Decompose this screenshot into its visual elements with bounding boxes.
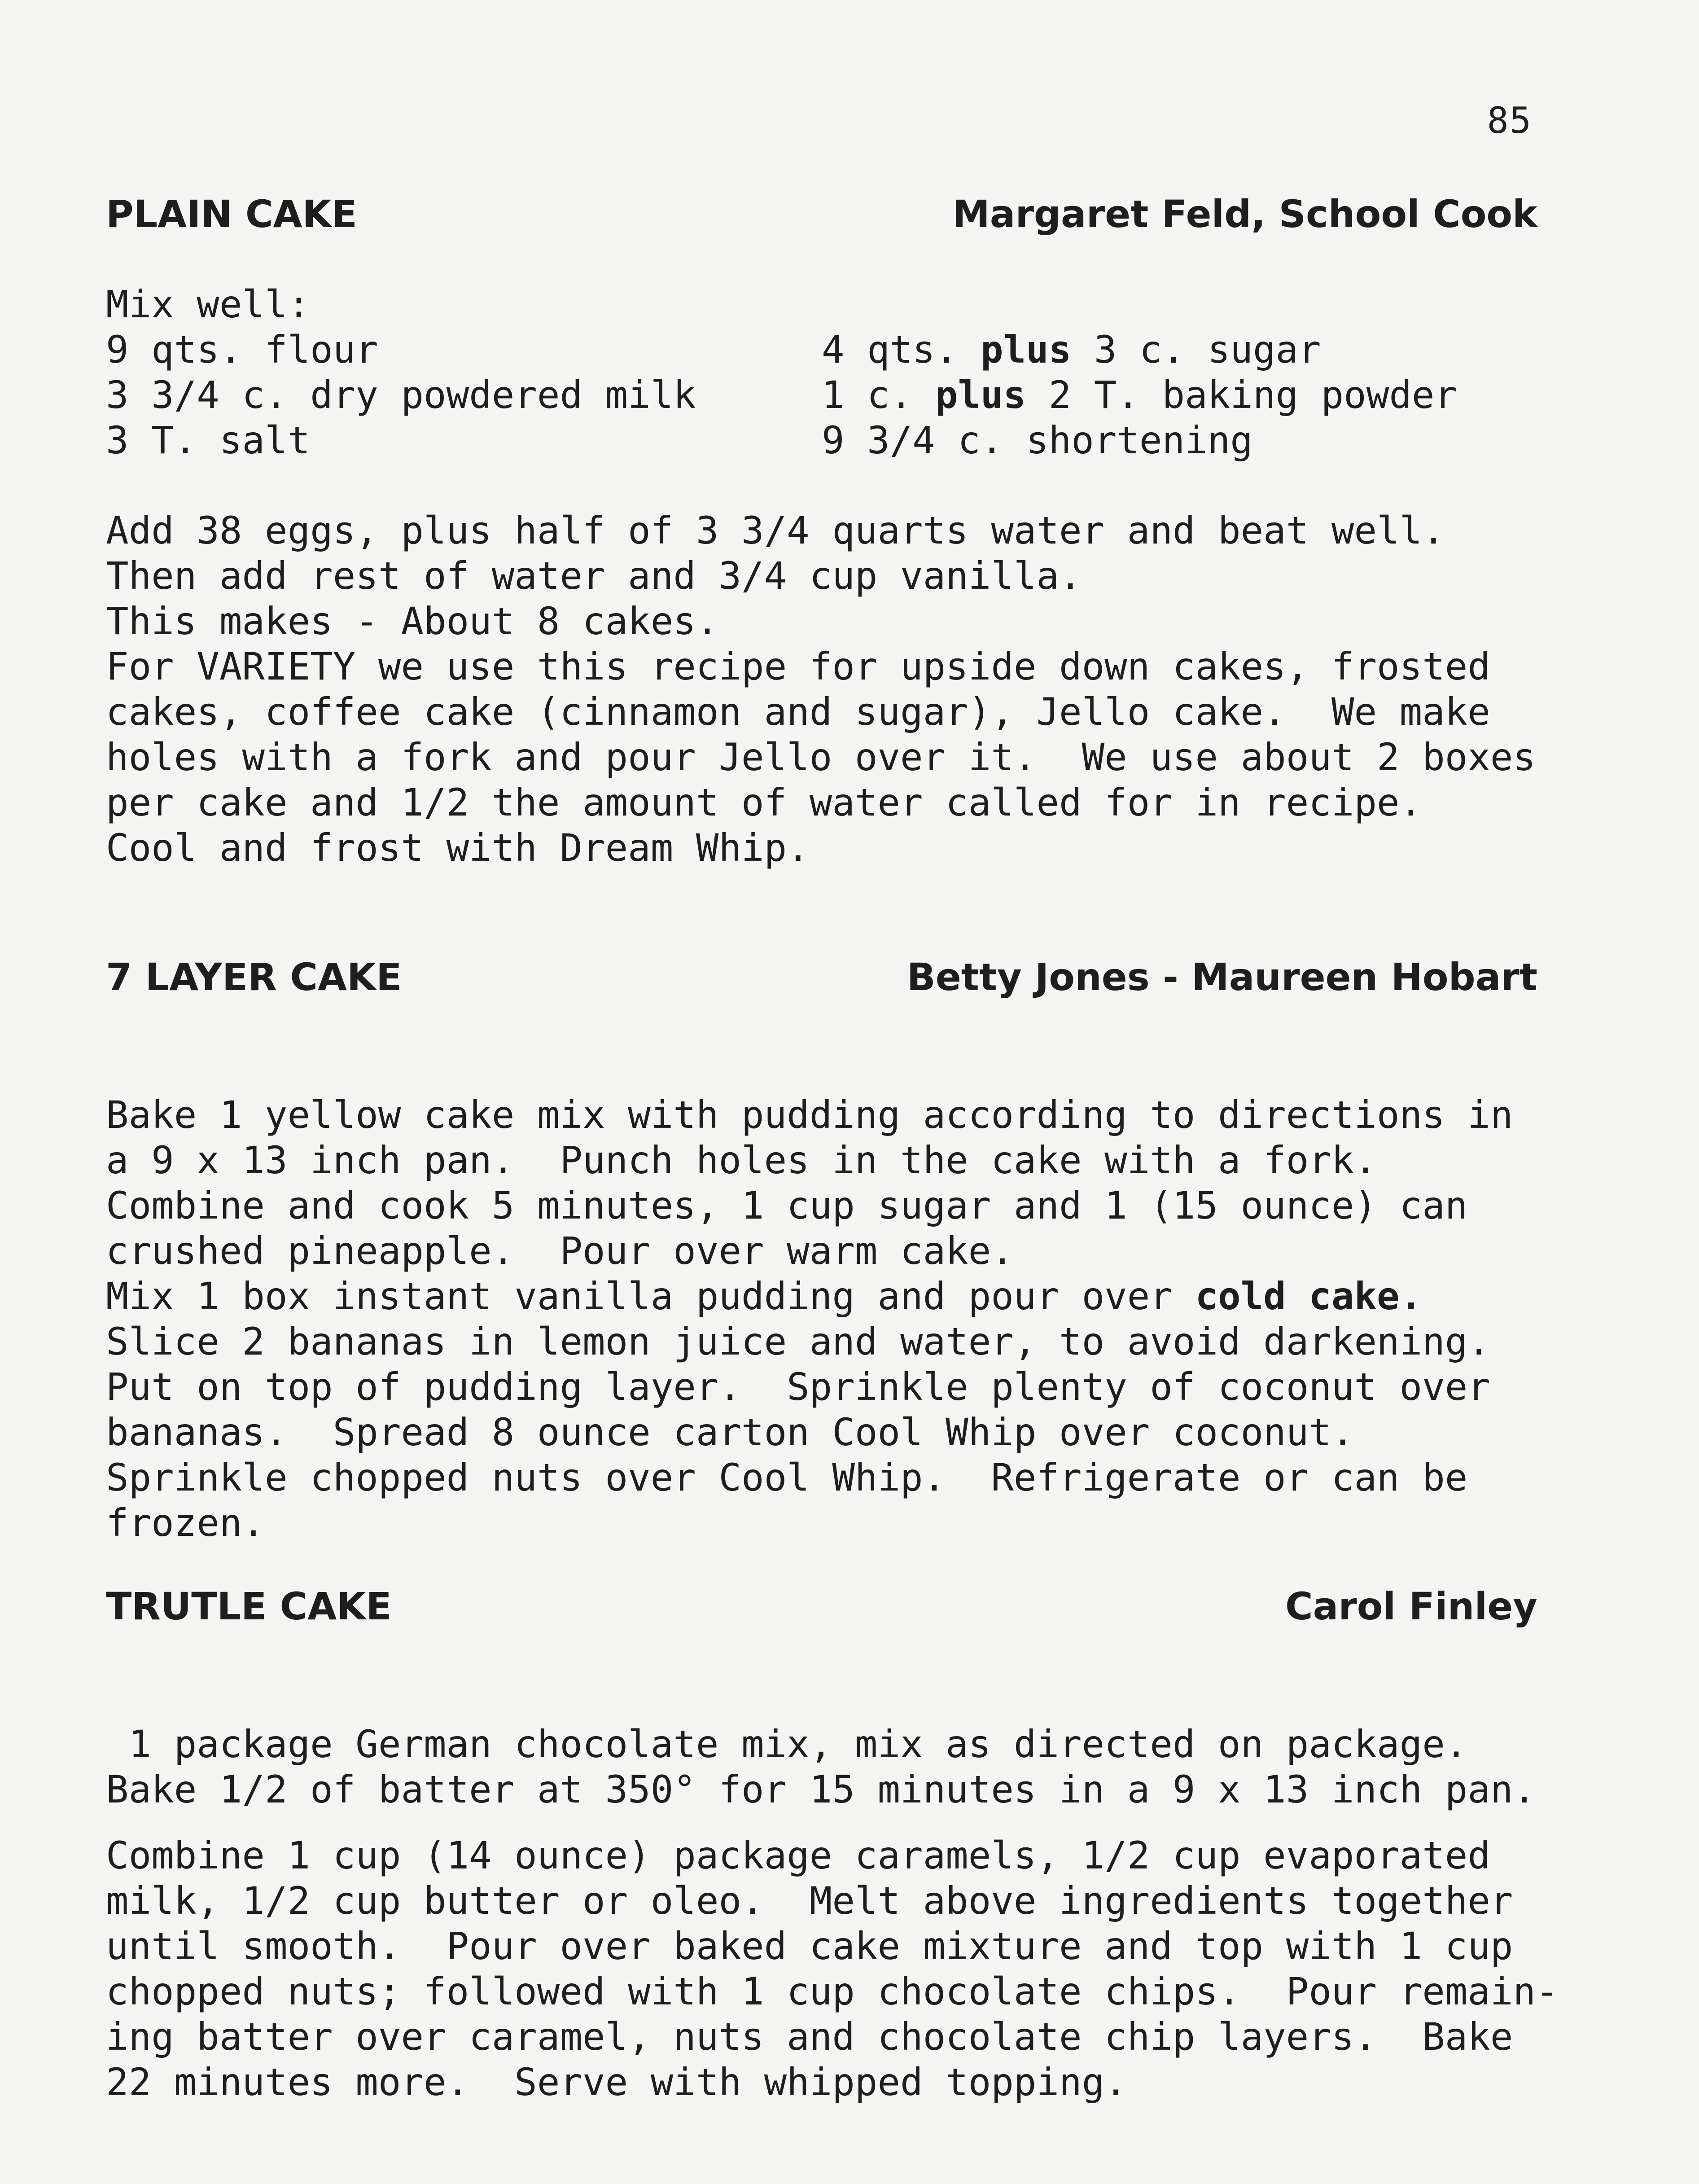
instruction-line: 22 minutes more. Serve with whipped topping.: [106, 2060, 1127, 2104]
instruction-line: Put on top of pudding layer. Sprinkle plenty of coconut over: [106, 1365, 1490, 1409]
recipe-title: TRUTLE CAKE: [106, 1584, 392, 1628]
instruction-line: a 9 x 13 inch pan. Punch holes in the cake with a fork.: [106, 1138, 1377, 1182]
ingredient-columns: [106, 327, 1537, 463]
instruction-line: Cool and frost with Dream Whip.: [106, 826, 810, 870]
instruction-line: Then add rest of water and 3/4 cup vanilla.: [106, 554, 1082, 598]
recipe-intro: Mix well:: [106, 282, 311, 326]
recipe-header: [106, 955, 1537, 1004]
recipe-author: Carol Finley: [1285, 1584, 1537, 1628]
ingredient-line: 3 T. salt: [106, 418, 311, 462]
bold-emphasis: cold cake.: [1195, 1274, 1423, 1318]
instruction-line: bananas. Spread 8 ounce carton Cool Whip over coconut.: [106, 1410, 1354, 1454]
ingredients-right: [822, 327, 1537, 463]
instruction-line: Add 38 eggs, plus half of 3 3/4 quarts water and beat well.: [106, 509, 1445, 553]
instruction-line: This makes - About 8 cakes.: [106, 599, 719, 643]
instruction-line: chopped nuts; followed with 1 cup chocolate chips. Pour remain-: [106, 1969, 1559, 2013]
instruction-line: Bake 1/2 of batter at 350° for 15 minutes in a 9 x 13 inch pan.: [106, 1767, 1536, 1811]
instruction-line: Slice 2 bananas in lemon juice and water, to avoid darkening.: [106, 1320, 1490, 1364]
instruction-line: 1 package German chocolate mix, mix as directed on package.: [106, 1722, 1468, 1766]
ingredients-left: [106, 327, 822, 463]
ingredient-line: 9 3/4 c. shortening: [822, 418, 1253, 462]
ingredient-line: 1 c. plus 2 T. baking powder: [822, 373, 1458, 417]
recipe-7-layer-cake: [106, 955, 1537, 1546]
instruction-line: Combine 1 cup (14 ounce) package caramels, 1/2 cup evaporated: [106, 1833, 1490, 1877]
instruction-line: Mix 1 box instant vanilla pudding and pour over cold cake.: [106, 1274, 1423, 1318]
recipe-title: PLAIN CAKE: [106, 192, 358, 236]
ingredient-line: 9 qts. flour: [106, 328, 378, 372]
instruction-line: crushed pineapple. Pour over warm cake.: [106, 1229, 1014, 1273]
instruction-line: Combine and cook 5 minutes, 1 cup sugar and 1 (15 ounce) can: [106, 1184, 1468, 1228]
recipe-header: [106, 1584, 1537, 1634]
instruction-line: Bake 1 yellow cake mix with pudding according to directions in: [106, 1093, 1513, 1137]
recipe-title: 7 LAYER CAKE: [106, 955, 402, 999]
page-number: 85: [1487, 100, 1532, 141]
instruction-line: For VARIETY we use this recipe for upside down cakes, frosted: [106, 645, 1490, 689]
instruction-line: Sprinkle chopped nuts over Cool Whip. Refrigerate or can be: [106, 1456, 1468, 1500]
instruction-line: frozen.: [106, 1501, 265, 1545]
recipe-header: [106, 192, 1537, 241]
instruction-line: per cake and 1/2 the amount of water called for in recipe.: [106, 781, 1423, 824]
instruction-line: until smooth. Pour over baked cake mixture and top with 1 cup: [106, 1924, 1513, 1968]
recipe-trutle-cake: [106, 1584, 1559, 2105]
recipe-author: Margaret Feld, School Cook: [952, 192, 1537, 236]
instruction-line: cakes, coffee cake (cinnamon and sugar), Jello cake. We make: [106, 690, 1490, 734]
instruction-line: holes with a fork and pour Jello over it. We use about 2 boxes: [106, 735, 1536, 779]
instruction-line: milk, 1/2 cup butter or oleo. Melt above ingredients together: [106, 1879, 1513, 1923]
ingredient-line: 4 qts. plus 3 c. sugar: [822, 328, 1321, 372]
ingredient-line: 3 3/4 c. dry powdered milk: [106, 373, 696, 417]
recipe-plain-cake: [106, 192, 1537, 871]
recipe-author: Betty Jones - Maureen Hobart: [906, 955, 1537, 999]
instruction-line: ing batter over caramel, nuts and chocolate chip layers. Bake: [106, 2015, 1513, 2059]
